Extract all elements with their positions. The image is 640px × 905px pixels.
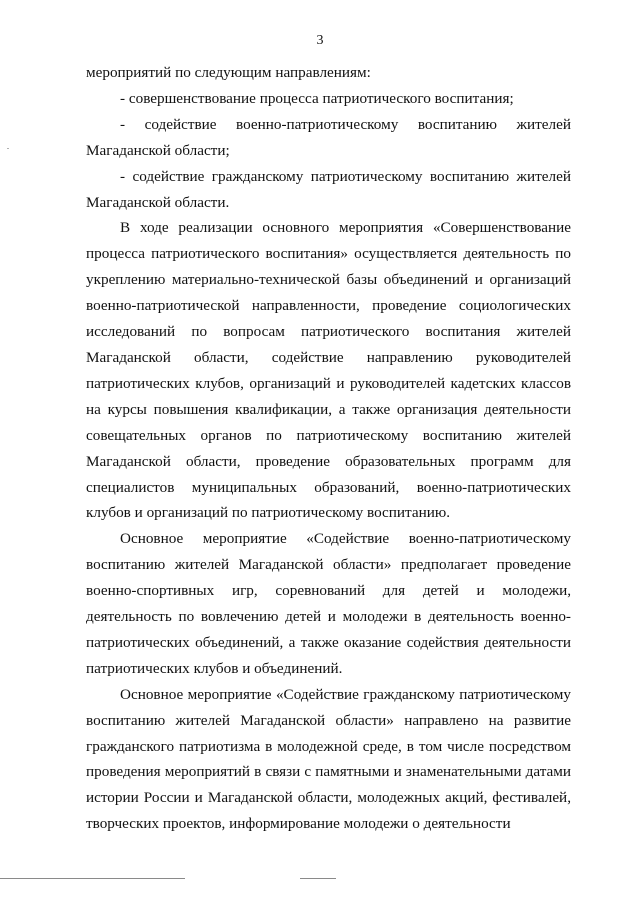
- footer-rule-right: [300, 878, 336, 879]
- paragraph-3: Основное мероприятие «Содействие гражданскому патриотическому воспитанию жителей Магаданской области» направлено на развитие гражданского патриотизма в молодежной среде, в том числе посредством проведения мероприятий в связи с памятными и знаменательными датами истории России и Магаданской области, молодежных акций, фестивалей, творческих проектов, информирование молодежи о деятельности: [86, 685, 571, 833]
- paragraph-intro: мероприятий по следующим направлениям:: [86, 64, 371, 81]
- page-number: 3: [316, 33, 324, 48]
- list-item-2: - содействие военно-патриотическому воспитанию жителей Магаданской области;: [86, 115, 571, 159]
- paragraph-2: Основное мероприятие «Содействие военно-патриотическому воспитанию жителей Магаданской области» предполагает проведение военно-спортивных игр, соревнований для детей и молодежи, деятельность по вовлечению детей и молодежи в деятельность военно-патриотических объединений, а также оказание содействия деятельности патриотических клубов и объединений.: [86, 530, 571, 677]
- footer-rule-left: [0, 878, 185, 879]
- paragraph-1: В ходе реализации основного мероприятия «Совершенствование процесса патриотического воспитания» осуществляется деятельность по укреплению материально-технической базы объединений и организаций военно-патриотической направленности, проведение социологических исследований по вопросам патриотического воспитания жителей Магаданской области, содействие направлению руководителей патриотических клубов, организаций и руководителей кадетских классов на курсы повышения квалификации, а также организация деятельности совещательных органов по патриотическому воспитанию жителей Магаданской области, проведение образовательных программ для специалистов муниципальных образований, военно-патриотических клубов и организаций по патриотическому воспитанию.: [86, 219, 571, 522]
- list-item-1: - совершенствование процесса патриотического воспитания;: [120, 89, 514, 107]
- document-body: [86, 60, 571, 837]
- margin-mark: [7, 148, 9, 149]
- list-item-3: - содействие гражданскому патриотическому воспитанию жителей Магаданской области.: [86, 167, 571, 211]
